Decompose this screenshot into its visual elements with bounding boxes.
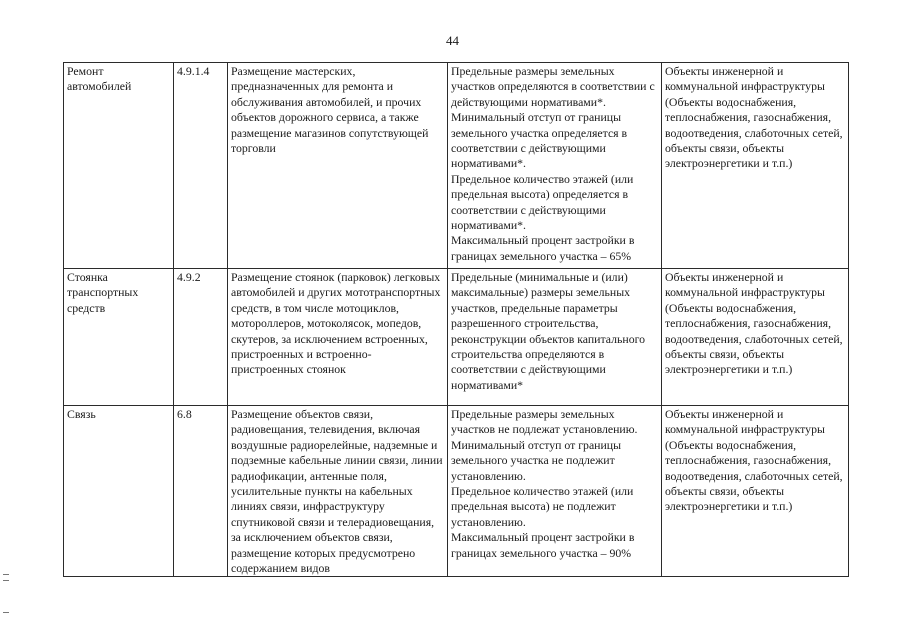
use-type-code: 4.9.1.4 [174, 63, 228, 269]
scan-margin-mark [3, 580, 9, 581]
scan-margin-mark [3, 612, 9, 613]
parameters-cell [448, 406, 662, 577]
use-type-description: Размещение мастерских, предназначенных для ремонта и обслуживания автомобилей, и прочих объектов дорожного сервиса, а также размещение магазинов сопутствующей торговли [228, 63, 448, 269]
use-type-description: Размещение объектов связи, радиовещания, телевидения, включая воздушные радиорелейные, надземные и подземные кабельные линии связи, линии радиофикации, антенные поля, усилительные пункты на кабельных линиях связи, инфраструктуру спутниковой связи и телерадиовещания, за исключением объектов связи, размещение которых предусмотрено содержанием видов [228, 406, 448, 577]
infrastructure-cell: Объекты инженерной и коммунальной инфраструктуры (Объекты водоснабжения, теплоснабжения, газоснабжения, водоотведения, слаботочных сетей, объекты связи, объекты электроэнергетики и т.п.) [662, 269, 849, 406]
table-row [64, 63, 849, 269]
infrastructure-cell: Объекты инженерной и коммунальной инфраструктуры (Объекты водоснабжения, теплоснабжения, газоснабжения, водоотведения, слаботочных сетей, объекты связи, объекты электроэнергетики и т.п.) [662, 63, 849, 269]
parameter-text: Максимальный процент застройки в границах земельного участка – 90% [451, 530, 635, 560]
parameter-text: Минимальный отступ от границы земельного участка определяется в соответствии с действующими нормативами*. [451, 110, 628, 171]
parameters-cell [448, 63, 662, 269]
infrastructure-cell: Объекты инженерной и коммунальной инфраструктуры (Объекты водоснабжения, теплоснабжения, газоснабжения, водоотведения, слаботочных сетей, объекты связи, объекты электроэнергетики и т.п.) [662, 406, 849, 577]
use-type-description: Размещение стоянок (парковок) легковых автомобилей и других мототранспортных средств, в том числе мотоциклов, мотороллеров, мотоколясок, мопедов, скутеров, за исключением встроенных, пристроенных и встроенно-пристроенных стоянок [228, 269, 448, 406]
use-type-name: Связь [64, 406, 174, 577]
parameter-text: Предельные (минимальные и (или) максимальные) размеры земельных участков, предельные параметры разрешенного строительства, реконструкции объектов капитального строительства определяются в соответствии с действующими нормативами* [451, 270, 646, 392]
parameter-text: Максимальный процент застройки в границах земельного участка – 65% [451, 233, 635, 263]
land-use-table [63, 62, 849, 577]
page-number: 44 [446, 33, 459, 48]
use-type-code: 4.9.2 [174, 269, 228, 406]
table-row [64, 406, 849, 577]
use-type-name: Ремонт автомобилей [64, 63, 174, 269]
use-type-name: Стоянка транспортных средств [64, 269, 174, 406]
parameter-text: Предельные размеры земельных участков определяются в соответствии с действующими нормативами*. [451, 64, 655, 109]
parameter-text: Предельные размеры земельных участков не подлежат установлению. [451, 407, 638, 437]
parameter-text: Предельное количество этажей (или предельная высота) определяется в соответствии с действующими нормативами*. [451, 171, 634, 233]
scan-margin-mark [3, 574, 9, 575]
parameter-text: Предельное количество этажей (или предельная высота) не подлежит установлению. [451, 484, 634, 529]
parameter-text: Минимальный отступ от границы земельного участка не подлежит установлению. [451, 437, 622, 483]
table-row [64, 269, 849, 406]
use-type-code: 6.8 [174, 406, 228, 577]
parameters-cell [448, 269, 662, 406]
